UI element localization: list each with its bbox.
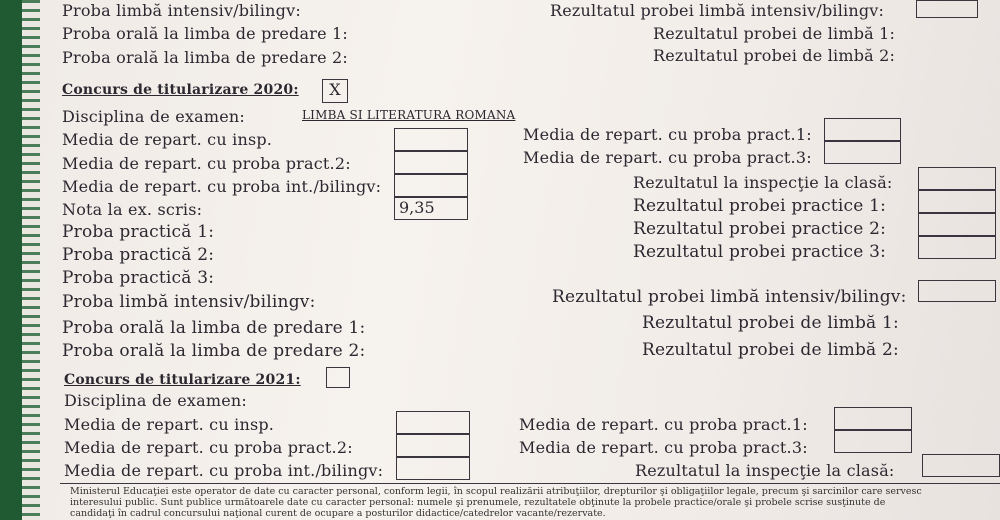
c2021-media-insp-label: Media de repart. cu insp. [64,415,275,434]
c2021-media-pract1-box[interactable] [834,407,912,430]
c2020-media-pract3-label: Media de repart. cu proba pract.3: [523,148,812,167]
c2020-oral1-result-label: Rezultatul probei de limbă 1: [642,313,899,333]
footer-line-1: Ministerul Educaţiei este operator de date cu caracter personal, conform legii, în scopul realizării atribuţiilor, drepturilor şi obligaţiilor legale, precum şi sarcinilor care servesc [70,486,922,497]
c2021-rez-inspectie-label: Rezultatul la inspecţie la clasă: [635,461,895,480]
top-oral2-result-label: Rezultatul probei de limbă 2: [653,46,896,65]
concurs-2020-checkbox[interactable]: X [322,79,348,103]
c2020-disciplina-value: LIMBA SI LITERATURA ROMANA [302,108,516,122]
top-lingv-result-box[interactable] [916,0,978,18]
concurs-2020-heading: Concurs de titularizare 2020: [62,82,299,98]
c2020-media-insp-box[interactable] [394,128,468,151]
c2020-disciplina-label: Disciplina de examen: [62,107,246,126]
c2020-rez-pract2-box[interactable] [918,213,996,236]
c2020-oral1-label: Proba orală la limba de predare 1: [62,318,366,338]
c2020-media-pract1-box[interactable] [824,118,901,141]
c2020-media-pract2-label: Media de repart. cu proba pract.2: [62,154,351,173]
c2020-media-pract3-box[interactable] [824,141,901,164]
c2021-media-pract3-label: Media de repart. cu proba pract.3: [519,438,808,457]
c2020-nota-scris-value[interactable]: 9,35 [394,197,468,220]
c2020-rez-pract3-label: Rezultatul probei practice 3: [633,242,887,262]
c2020-pract1-label: Proba practică 1: [62,222,215,242]
c2020-pract2-label: Proba practică 2: [62,245,215,265]
c2021-media-pract2-label: Media de repart. cu proba pract.2: [64,438,353,457]
c2021-media-insp-box[interactable] [396,411,470,434]
top-oral1-result-label: Rezultatul probei de limbă 1: [653,24,896,43]
concurs-2021-checkbox[interactable] [326,367,350,388]
binding-holes [22,0,40,520]
concurs-2021-heading: Concurs de titularizare 2021: [64,372,301,388]
c2021-media-pract1-label: Media de repart. cu proba pract.1: [519,415,808,434]
c2020-media-int-label: Media de repart. cu proba int./bilingv: [62,177,382,196]
c2020-oral2-result-label: Rezultatul probei de limbă 2: [642,340,899,360]
footer-line-2: interesului public. Sunt publice următoarele date cu caracter personal: numele şi prenumele, rezultatele obţinute la probele practice/orale şi probele scrise susţinute de [70,497,886,508]
c2021-rez-inspectie-box[interactable] [922,454,1000,477]
c2020-rez-pract1-label: Rezultatul probei practice 1: [633,196,887,216]
c2020-pract3-label: Proba practică 3: [62,268,215,288]
c2020-rez-pract3-box[interactable] [918,236,996,259]
top-oral1-label: Proba orală la limba de predare 1: [62,24,349,43]
c2020-lingv-label: Proba limbă intensiv/bilingv: [62,292,316,312]
c2020-media-pract1-label: Media de repart. cu proba pract.1: [523,125,812,144]
top-lingv-result-label: Rezultatul probei limbă intensiv/bilingv: [550,1,885,20]
c2021-media-pract3-box[interactable] [834,430,912,453]
c2020-media-insp-label: Media de repart. cu insp. [62,130,273,149]
binding-strip [0,0,22,520]
c2020-oral2-label: Proba orală la limba de predare 2: [62,341,366,361]
top-lingv-label: Proba limbă intensiv/bilingv: [62,1,301,20]
c2020-rez-inspectie-box[interactable] [918,167,996,190]
footer-line-3: candidaţi în cadrul concursului naţional curent de ocupare a posturilor didactice/catedrelor vacante/rezervate. [70,508,606,519]
c2020-media-int-box[interactable] [394,174,468,197]
c2021-media-int-box[interactable] [396,457,470,480]
c2020-rez-inspectie-label: Rezultatul la inspecţie la clasă: [633,173,893,192]
c2020-rez-pract1-box[interactable] [918,190,996,213]
c2020-media-pract2-box[interactable] [394,151,468,174]
c2020-lingv-result-label: Rezultatul probei limbă intensiv/bilingv: [552,287,907,307]
c2021-media-int-label: Media de repart. cu proba int./bilingv: [64,461,384,480]
footer-rule [60,483,1000,484]
top-oral2-label: Proba orală la limba de predare 2: [62,48,349,67]
c2020-rez-pract2-label: Rezultatul probei practice 2: [633,219,887,239]
c2021-media-pract2-box[interactable] [396,434,470,457]
c2021-disciplina-label: Disciplina de examen: [64,391,248,410]
c2020-lingv-result-box[interactable] [918,280,996,302]
c2020-nota-scris-label: Nota la ex. scris: [62,200,203,219]
